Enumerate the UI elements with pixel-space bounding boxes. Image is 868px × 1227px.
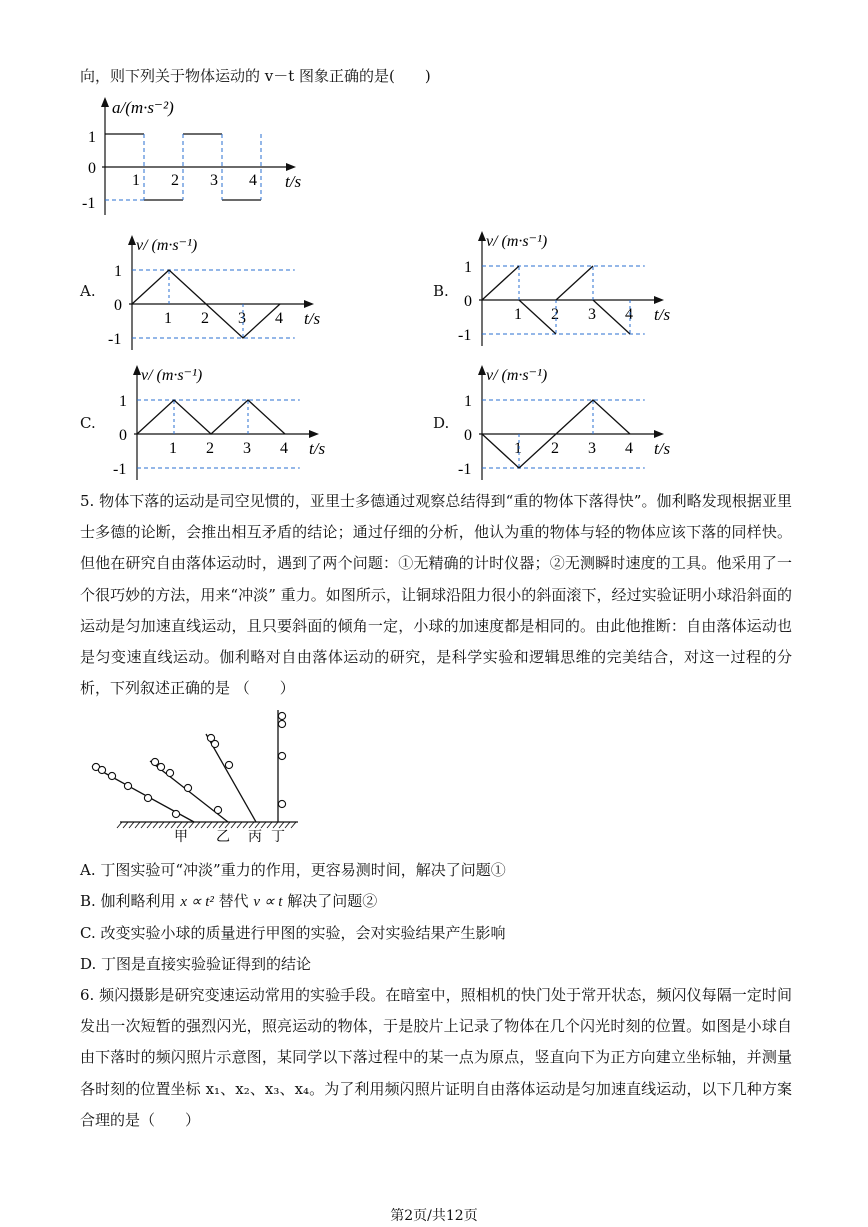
ground-hatch: [135, 822, 140, 828]
ground-hatch: [171, 822, 176, 828]
ground-hatch: [237, 822, 242, 828]
v-x-tick: 2: [206, 440, 214, 457]
ground-hatch: [177, 822, 182, 828]
v-axis-arrow: [478, 231, 486, 241]
t-axis-arrow: [654, 430, 664, 438]
q6-question-text: 6. 频闪摄影是研究变速运动常用的实验手段。在暗室中，照相机的快门处于常开状态，频闪仪每隔一定时间发出一次短暂的强烈闪光，照亮运动的物体，于是胶片上记录了物体在几个闪光时刻的位置。如图是小球自由下落时的频闪照片示意图，某同学以下落过程中的某一点为原点，竖直向下为正方向建立坐标轴，并测量各时刻的位置坐标 x₁、x₂、x₃、x₄。为了利用频闪照片证明自由落体运动是匀加速直线运动，以下几种方案合理的是（ ）: [80, 986, 792, 1129]
label-yi: 乙: [216, 830, 230, 845]
ground-hatch: [123, 822, 128, 828]
v-tick: 1: [464, 259, 472, 276]
v-t-line: [137, 400, 285, 434]
ground-hatch: [159, 822, 164, 828]
ground-hatch: [141, 822, 146, 828]
v-x-tick: 1: [164, 310, 172, 327]
ball: [184, 784, 191, 791]
ball: [157, 763, 164, 770]
a-tick-0: 0: [88, 160, 96, 177]
option-c-letter[interactable]: C.: [80, 414, 96, 432]
ground-hatch: [219, 822, 224, 828]
v-x-tick: 2: [551, 440, 559, 457]
v-tick: -1: [458, 461, 472, 478]
a-axis-label: a/(m·s⁻²): [112, 98, 174, 117]
q5-option-d[interactable]: D. 丁图是直接实验验证得到的结论: [80, 955, 312, 973]
q5-option-b-mid: 替代: [213, 892, 254, 910]
a-x-tick: 3: [210, 172, 218, 189]
formula-v-prop-t: v ∝ t: [253, 894, 283, 910]
v-tick: -1: [458, 327, 472, 344]
v-tick: 1: [464, 393, 472, 410]
incline-figure: [88, 706, 308, 846]
t-label: t/s: [285, 172, 302, 191]
v-x-tick: 4: [625, 440, 633, 457]
t-axis-arrow: [304, 300, 314, 308]
ground-hatch: [225, 822, 230, 828]
ground-hatch: [273, 822, 278, 828]
a-t-graph: [80, 95, 320, 220]
v-tick: -1: [108, 331, 122, 348]
label-ding: 丁: [271, 830, 285, 845]
ground-hatch: [243, 822, 248, 828]
v-axis-label: v/ (m·s⁻¹): [486, 233, 548, 250]
ball: [211, 740, 218, 747]
ground-hatch: [147, 822, 152, 828]
ball: [214, 806, 221, 813]
v-axis-arrow: [128, 235, 136, 245]
q5-option-b-pre: B. 伽利略利用: [80, 892, 181, 910]
v-x-tick: 3: [243, 440, 251, 457]
ball: [278, 720, 285, 727]
v-tick: 1: [119, 393, 127, 410]
a-tick-neg1: -1: [82, 195, 96, 212]
ground-hatch: [117, 822, 122, 828]
v-t-line: [556, 266, 593, 300]
q5-option-b[interactable]: [80, 891, 377, 912]
ball: [144, 794, 151, 801]
ground-hatch: [279, 822, 284, 828]
t-axis-arrow: [654, 296, 664, 304]
q5-question-text: 5. 物体下落的运动是司空见惯的，亚里士多德通过观察总结得到“重的物体下落得快”。伽利略发现根据亚里士多德的论断，会推出相互矛盾的结论；通过仔细的分析，他认为重的物体与轻的物体应该下落的同样快。但他在研究自由落体运动时，遇到了两个问题：①无精确的计时仪器；②无测瞬时速度的工具。他采用了一个很巧妙的方法，用来“冲淡” 重力。如图所示，让铜球沿阻力很小的斜面滚下，经过实验证明小球沿斜面的运动是匀加速直线运动，且只要斜面的倾角一定，小球的加速度都是相同的。由此他推断：自由落体运动也是匀变速直线运动。伽利略对自由落体运动的研究，是科学实验和逻辑思维的完美结合，对这一过程的分析，下列叙述正确的是 （ ）: [80, 492, 792, 698]
v-tick: -1: [113, 461, 127, 478]
t-axis-label: t/s: [304, 309, 321, 328]
v-axis-arrow: [133, 365, 141, 375]
vt-graph-b: [455, 228, 685, 348]
ball: [278, 752, 285, 759]
ground-hatch: [261, 822, 266, 828]
ball: [124, 782, 131, 789]
ball: [172, 810, 179, 817]
q4-stem-tail: 向，则下列关于物体运动的 v－t 图象正确的是( ): [80, 67, 431, 85]
v-t-line: [482, 266, 519, 300]
q5-option-b-post: 解决了问题②: [282, 892, 378, 910]
v-axis-arrow: [478, 365, 486, 375]
v-tick: 0: [114, 297, 122, 314]
option-b-letter[interactable]: B.: [433, 282, 449, 300]
ground-hatch: [201, 822, 206, 828]
ground-hatch: [183, 822, 188, 828]
v-x-tick: 1: [514, 306, 522, 323]
v-x-tick: 3: [588, 306, 596, 323]
v-tick: 1: [114, 263, 122, 280]
a-x-tick: 2: [171, 172, 179, 189]
v-tick: 0: [464, 293, 472, 310]
v-x-tick: 1: [169, 440, 177, 457]
a-x-tick: 4: [249, 172, 257, 189]
v-x-tick: 3: [588, 440, 596, 457]
vt-graph-c: [110, 362, 340, 482]
a-tick-1: 1: [88, 129, 96, 146]
ball: [151, 758, 158, 765]
t-axis-arrow: [309, 430, 319, 438]
v-x-tick: 4: [280, 440, 288, 457]
v-axis-label: v/ (m·s⁻¹): [141, 367, 203, 384]
ground-hatch: [129, 822, 134, 828]
ground-hatch: [213, 822, 218, 828]
ball: [166, 769, 173, 776]
v-x-tick: 2: [201, 310, 209, 327]
ground-hatch: [189, 822, 194, 828]
ball: [98, 766, 105, 773]
ground-hatch: [249, 822, 254, 828]
v-axis-label: v/ (m·s⁻¹): [136, 237, 198, 254]
v-x-tick: 4: [275, 310, 283, 327]
t-axis-label: t/s: [654, 305, 671, 324]
ground-hatch: [285, 822, 290, 828]
ground-hatch: [195, 822, 200, 828]
v-tick: 0: [464, 427, 472, 444]
ground-hatch: [207, 822, 212, 828]
ground-hatch: [267, 822, 272, 828]
q5-option-a[interactable]: A. 丁图实验可“冲淡”重力的作用，更容易测时间，解决了问题①: [80, 861, 506, 879]
ground-hatch: [255, 822, 260, 828]
ground-hatch: [165, 822, 170, 828]
t-axis-label: t/s: [654, 439, 671, 458]
v-x-tick: 3: [238, 310, 246, 327]
label-jia: 甲: [174, 830, 188, 845]
ball: [278, 712, 285, 719]
page-footer: 第2页/共12页: [390, 1208, 478, 1224]
q5-option-c[interactable]: C. 改变实验小球的质量进行甲图的实验，会对实验结果产生影响: [80, 924, 506, 942]
v-x-tick: 4: [625, 306, 633, 323]
ground-hatch: [231, 822, 236, 828]
v-x-tick: 2: [551, 306, 559, 323]
ball: [278, 800, 285, 807]
ground-hatch: [291, 822, 296, 828]
formula-x-prop-t2: x ∝ t²: [180, 894, 214, 910]
ball: [108, 772, 115, 779]
a-x-tick: 1: [132, 172, 140, 189]
label-bing: 丙: [248, 830, 262, 845]
v-tick: 0: [119, 427, 127, 444]
v-x-tick: 1: [514, 440, 522, 457]
vt-graph-d: [455, 362, 685, 482]
t-axis-label: t/s: [309, 439, 326, 458]
v-axis-label: v/ (m·s⁻¹): [486, 367, 548, 384]
ground-hatch: [153, 822, 158, 828]
ball: [225, 761, 232, 768]
option-d-letter[interactable]: D.: [433, 414, 450, 432]
vt-graph-a: [105, 232, 335, 352]
option-a-letter[interactable]: A.: [80, 282, 96, 300]
